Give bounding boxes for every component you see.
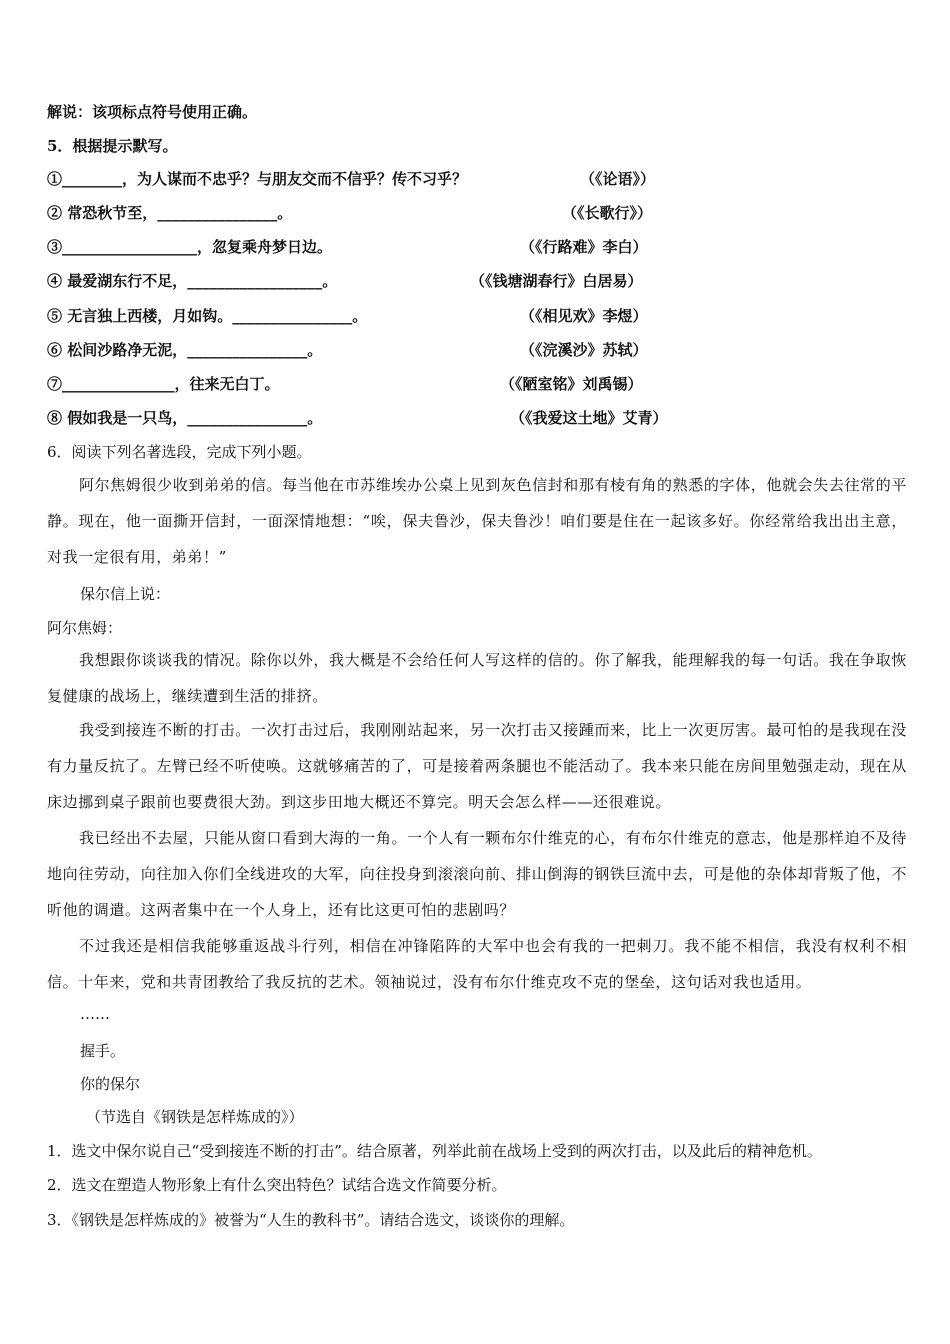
q6-question-1: 1．选文中保尔说自己“受到接连不断的打击”。结合原著，列举此前在战场上受到的两次打击，以及此后的精神危机。 xyxy=(47,1142,822,1160)
q5-item-4: ④ 最爱湖东行不足，__________________。 xyxy=(47,272,338,290)
q6-title: 6．阅读下列名著选段，完成下列小题。 xyxy=(47,443,312,461)
letter-paragraph-4: 不过我还是相信我能够重返战斗行列，相信在冲锋陷阵的大军中也会有我的一把刺刀。我不能不相信，我没有权利不相信。十年来，党和共青团教给了我反抗的艺术。领袖说过，没有布尔什维克攻不克的堡垒，这句话对我也适用。 xyxy=(47,937,907,991)
letter-salutation: 阿尔焦姆： xyxy=(47,619,123,637)
excerpt-source: （节选自《钢铁是怎样炼成的》） xyxy=(86,1108,304,1126)
q5-source-8: （《我爱这土地》艾青） xyxy=(510,409,668,427)
q5-item-2: ② 常恐秋节至，________________。 xyxy=(47,204,293,222)
q5-source-2: （《长歌行》） xyxy=(562,204,653,222)
q5-source-6: （《浣溪沙》苏轼） xyxy=(520,341,648,359)
explanation-text: 解说：该项标点符号使用正确。 xyxy=(47,103,258,121)
q5-source-3: （《行路难》李白） xyxy=(520,238,648,256)
letter-paragraph-3: 我已经出不去屋，只能从窗口看到大海的一角。一个人有一颗布尔什维克的心，有布尔什维克的意志，他是那样迫不及待地向往劳动，向往加入你们全线进攻的大军，向往投身到滚滚向前、排山倒海的钢铁巨流中去，可是他的杂体却背叛了他，不听他的调遣。这两者集中在一个人身上，还有比这更可怕的悲剧吗？ xyxy=(47,829,907,919)
letter-closing: 握手。 xyxy=(80,1042,126,1060)
q6-question-2: 2．选文在塑造人物形象上有什么突出特色？试结合选文作简要分析。 xyxy=(47,1176,507,1194)
q5-source-7: （《陋室铭》刘禹锡） xyxy=(500,375,643,393)
q5-item-5: ⑤ 无言独上西楼，月如钩。________________。 xyxy=(47,307,368,325)
q6-paragraph-2: 保尔信上说： xyxy=(80,585,171,603)
q6-question-3: 3．《钢铁是怎样炼成的》被誉为“人生的教科书”。请结合选文，谈谈你的理解。 xyxy=(47,1211,575,1229)
q5-source-1: （《论语》） xyxy=(580,170,656,188)
q5-item-1: ①________，为人谋而不忠乎？与朋友交而不信乎？传不习乎？ xyxy=(47,170,468,188)
q5-item-6: ⑥ 松间沙路净无泥，________________。 xyxy=(47,341,323,359)
letter-paragraph-2: 我受到接连不断的打击。一次打击过后，我刚刚站起来，另一次打击又接踵而来，比上一次更厉害。最可怕的是我现在没有力量反抗了。左臂已经不听使唤。这就够痛苦的了，可是接着两条腿也不能活动了。我本来只能在房间里勉强走动，现在从床边挪到桌子跟前也要费很大劲。到这步田地大概还不算完。明天会怎么样——还很难说。 xyxy=(47,721,907,811)
q6-paragraph-1: 阿尔焦姆很少收到弟弟的信。每当他在市苏维埃办公桌上见到灰色信封和那有棱有角的熟悉的字体，他就会失去往常的平静。现在，他一面撕开信封，一面深情地想：“唉，保夫鲁沙，保夫鲁沙！咱们要是住在一起该多好。你经常给我出出主意，对我一定很有用，弟弟！” xyxy=(47,476,907,566)
q5-item-8: ⑧ 假如我是一只鸟，________________。 xyxy=(47,409,323,427)
letter-ellipsis: …… xyxy=(80,1005,110,1023)
letter-paragraph-1: 我想跟你谈谈我的情况。除你以外，我大概是不会给任何人写这样的信的。你了解我，能理解我的每一句话。我在争取恢复健康的战场上，继续遭到生活的排挤。 xyxy=(47,651,907,705)
q5-item-3: ③__________________，忽复乘舟梦日边。 xyxy=(47,238,333,256)
letter-signature: 你的保尔 xyxy=(80,1075,141,1093)
q5-source-4: （《钱塘湖春行》白居易） xyxy=(470,272,643,290)
q5-title: 5．根据提示默写。 xyxy=(47,137,178,155)
q5-item-7: ⑦_______________，往来无白丁。 xyxy=(47,375,280,393)
q5-source-5: （《相见欢》李煜） xyxy=(520,307,648,325)
